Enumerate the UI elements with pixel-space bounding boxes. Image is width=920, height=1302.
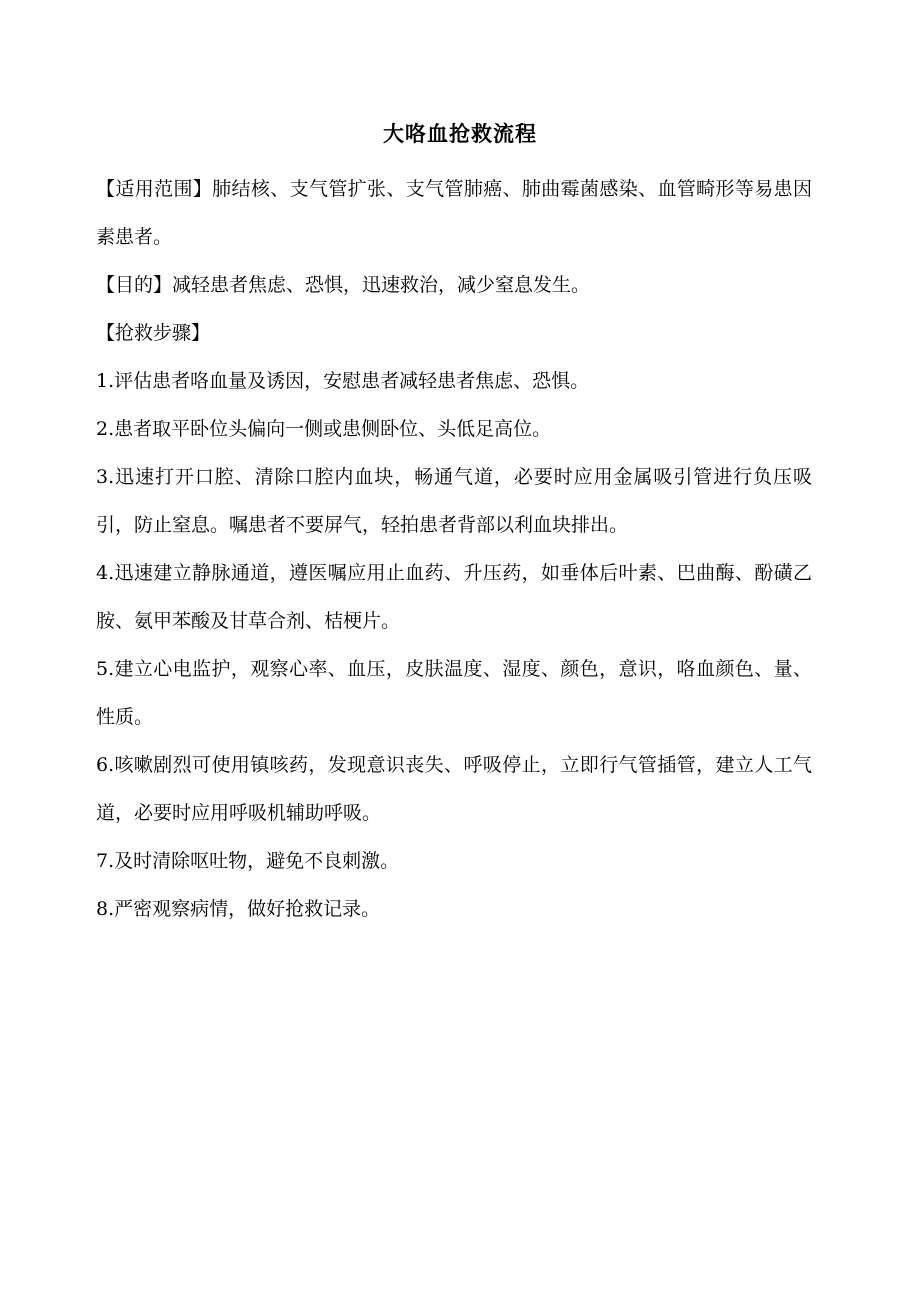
document-body <box>96 165 812 933</box>
scope-paragraph: 【适用范围】肺结核、支气管扩张、支气管肺癌、肺曲霉菌感染、血管畸形等易患因素患者。 <box>96 178 812 248</box>
step-item-1: 1.评估患者咯血量及诱因，安慰患者减轻患者焦虑、恐惧。 <box>96 370 590 392</box>
step-item-7: 7.及时清除呕吐物，避免不良刺激。 <box>96 850 400 872</box>
steps-heading: 【抢救步骤】 <box>96 322 211 344</box>
step-item-4: 4.迅速建立静脉通道，遵医嘱应用止血药、升压药，如垂体后叶素、巴曲酶、酚磺乙胺、氨甲苯酸及甘草合剂、桔梗片。 <box>96 562 812 632</box>
step-item-5: 5.建立心电监护，观察心率、血压，皮肤温度、湿度、颜色，意识，咯血颜色、量、性质。 <box>96 658 812 728</box>
step-item-3: 3.迅速打开口腔、清除口腔内血块，畅通气道，必要时应用金属吸引管进行负压吸引，防止窒息。嘱患者不要屏气，轻拍患者背部以利血块排出。 <box>96 466 812 536</box>
purpose-paragraph: 【目的】减轻患者焦虑、恐惧，迅速救治，减少窒息发生。 <box>96 274 591 296</box>
step-item-8: 8.严密观察病情，做好抢救记录。 <box>96 898 381 920</box>
document-title: 大咯血抢救流程 <box>383 121 537 146</box>
step-item-6: 6.咳嗽剧烈可使用镇咳药，发现意识丧失、呼吸停止，立即行气管插管，建立人工气道，必要时应用呼吸机辅助呼吸。 <box>96 754 812 824</box>
step-item-2: 2.患者取平卧位头偏向一侧或患侧卧位、头低足高位。 <box>96 418 552 440</box>
